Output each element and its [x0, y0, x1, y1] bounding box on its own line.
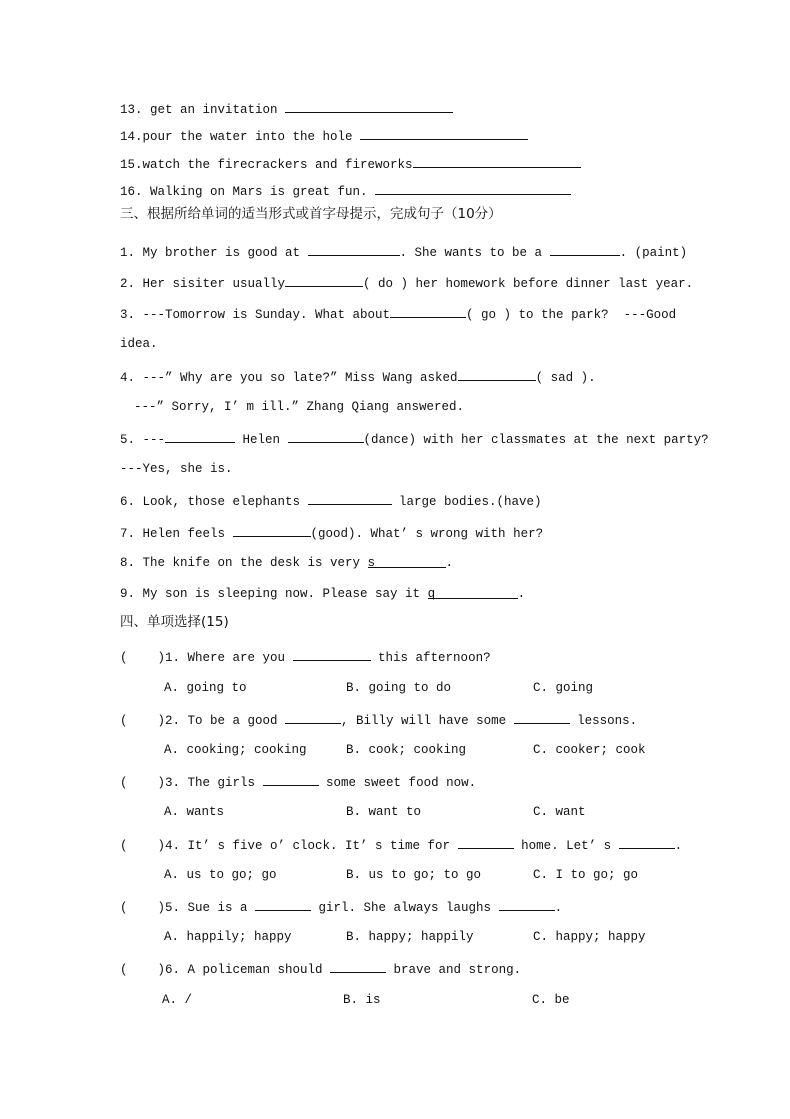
- option-a[interactable]: A. /: [162, 993, 193, 1007]
- answer-blank[interactable]: [165, 430, 235, 443]
- answer-blank[interactable]: [360, 127, 528, 140]
- s3-q1: 1. My brother is good at . She wants to be a . (paint): [120, 243, 687, 261]
- option-a[interactable]: A. going to: [164, 681, 247, 695]
- mc-question-6: ( )6. A policeman should brave and strong.: [120, 960, 521, 978]
- answer-paren[interactable]: ( ): [120, 839, 166, 853]
- s3-q3: 3. ---Tomorrow is Sunday. What about ( go ) to the park? ---Good: [120, 305, 676, 323]
- answer-blank[interactable]: [390, 305, 466, 318]
- option-b[interactable]: B. want to: [346, 805, 422, 819]
- answer-blank[interactable]: s: [368, 555, 446, 568]
- option-a[interactable]: A. wants: [164, 805, 225, 819]
- mc-question-5: ( )5. Sue is a girl. She always laughs .: [120, 898, 562, 916]
- s3-q9: 9. My son is sleeping now. Please say it q .: [120, 587, 526, 601]
- answer-paren[interactable]: ( ): [120, 776, 166, 790]
- s3-q4-answer: ---” Sorry, I’ m ill.” Zhang Qiang answered.: [134, 400, 465, 414]
- translation-14: 14.pour the water into the hole: [120, 127, 528, 145]
- translation-16: 16. Walking on Mars is great fun.: [120, 182, 571, 200]
- mc-question-4: ( )4. It’ s five o’ clock. It’ s time for home. Let’ s .: [120, 836, 682, 854]
- answer-blank[interactable]: [550, 243, 620, 256]
- option-b[interactable]: B. happy; happily: [346, 930, 474, 944]
- answer-blank[interactable]: [285, 100, 453, 113]
- option-c[interactable]: C. I to go; go: [533, 868, 639, 882]
- answer-blank: [255, 898, 311, 911]
- answer-blank: [499, 898, 555, 911]
- answer-blank: [330, 960, 386, 973]
- answer-paren[interactable]: ( ): [120, 963, 166, 977]
- s3-q4: 4. ---” Why are you so late?” Miss Wang asked ( sad ).: [120, 368, 596, 386]
- option-c[interactable]: C. want: [533, 805, 586, 819]
- answer-blank: [458, 836, 514, 849]
- answer-blank[interactable]: [413, 155, 581, 168]
- s3-q2: 2. Her sisiter usually ( do ) her homework before dinner last year.: [120, 274, 693, 292]
- option-b[interactable]: B. us to go; to go: [346, 868, 482, 882]
- answer-paren[interactable]: ( ): [120, 901, 166, 915]
- answer-blank[interactable]: [285, 274, 363, 287]
- s3-q6: 6. Look, those elephants large bodies.(have): [120, 492, 542, 510]
- s3-q5: 5. --- Helen (dance) with her classmates at the next party?: [120, 430, 709, 448]
- mc-question-3: ( )3. The girls some sweet food now.: [120, 773, 476, 791]
- s3-q7: 7. Helen feels (good). What’ s wrong with her?: [120, 524, 543, 542]
- answer-paren[interactable]: ( ): [120, 714, 166, 728]
- answer-paren[interactable]: ( ): [120, 651, 166, 665]
- answer-blank[interactable]: [308, 492, 392, 505]
- answer-blank[interactable]: [375, 182, 571, 195]
- s3-q3-cont: idea.: [120, 337, 158, 351]
- section3-title: 三、根据所给单词的适当形式或首字母提示，完成句子（10分）: [120, 206, 502, 222]
- option-c[interactable]: C. going: [533, 681, 594, 695]
- option-b[interactable]: B. going to do: [346, 681, 452, 695]
- answer-blank: [514, 711, 570, 724]
- translation-13: 13. get an invitation: [120, 100, 453, 118]
- translation-15: 15.watch the firecrackers and fireworks: [120, 155, 581, 173]
- mc-question-2: ( )2. To be a good , Billy will have some lessons.: [120, 711, 637, 729]
- answer-blank[interactable]: q: [428, 586, 518, 599]
- option-a[interactable]: A. us to go; go: [164, 868, 277, 882]
- answer-blank: [619, 836, 675, 849]
- option-b[interactable]: B. cook; cooking: [346, 743, 467, 757]
- s3-q5-answer: ---Yes, she is.: [120, 462, 233, 476]
- option-a[interactable]: A. happily; happy: [164, 930, 292, 944]
- option-c[interactable]: C. be: [532, 993, 570, 1007]
- answer-blank: [293, 648, 371, 661]
- s3-q8: 8. The knife on the desk is very s .: [120, 556, 454, 570]
- answer-blank: [263, 773, 319, 786]
- section4-title: 四、单项选择(15): [120, 614, 229, 630]
- answer-blank[interactable]: [458, 368, 536, 381]
- answer-blank: [285, 711, 341, 724]
- option-c[interactable]: C. cooker; cook: [533, 743, 646, 757]
- answer-blank[interactable]: [233, 524, 311, 537]
- option-b[interactable]: B. is: [343, 993, 381, 1007]
- answer-blank[interactable]: [288, 430, 364, 443]
- option-a[interactable]: A. cooking; cooking: [164, 743, 307, 757]
- option-c[interactable]: C. happy; happy: [533, 930, 646, 944]
- mc-question-1: ( )1. Where are you this afternoon?: [120, 648, 491, 666]
- answer-blank[interactable]: [308, 243, 400, 256]
